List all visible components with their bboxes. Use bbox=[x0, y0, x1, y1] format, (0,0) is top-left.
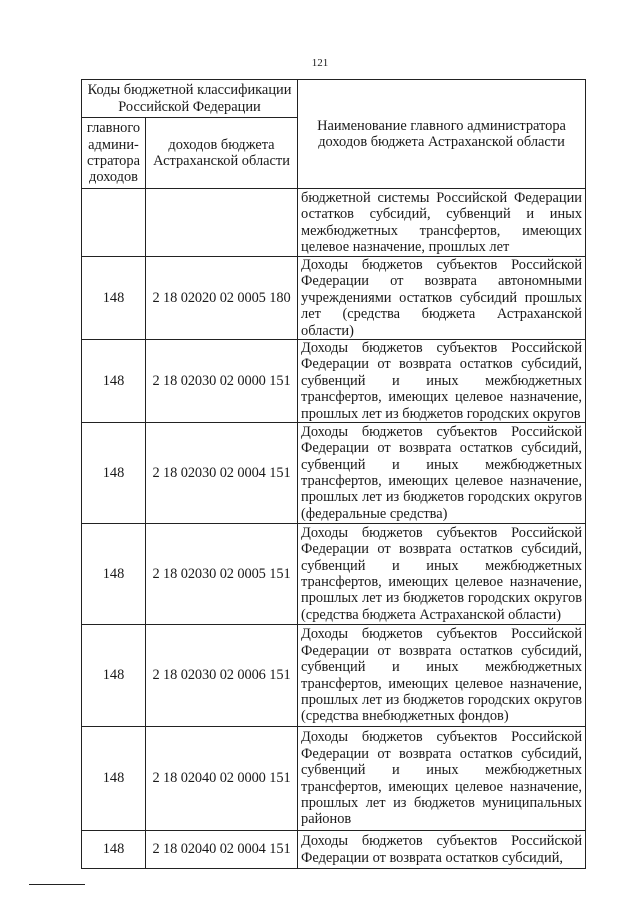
table-row bbox=[82, 423, 586, 524]
row-income-code bbox=[146, 189, 298, 257]
row-income-code: 2 18 02040 02 0000 151 bbox=[146, 727, 298, 831]
row-income-code: 2 18 02030 02 0006 151 bbox=[146, 625, 298, 727]
row-name: Доходы бюджетов субъектов Российской Федерации от возврата остатков субсидий, субвенций и иных межбюджетных трансфертов, имеющих целевое назначение, прошлых лет из бюджетов городских округов bbox=[298, 340, 586, 423]
table-row bbox=[82, 524, 586, 625]
header-admin-code: главного админи-стратора доходов bbox=[82, 118, 146, 189]
table-row bbox=[82, 189, 586, 257]
header-income-code: доходов бюджета Астраханской области bbox=[146, 118, 298, 189]
table-row bbox=[82, 727, 586, 831]
page-number: 121 bbox=[311, 57, 329, 69]
row-income-code: 2 18 02030 02 0005 151 bbox=[146, 524, 298, 625]
row-name: Доходы бюджетов субъектов Российской Федерации от возврата остатков субсидий, субвенций и иных межбюджетных трансфертов, имеющих целевое назначение, прошлых лет из бюджетов городских округов (средства внебюджетных фондов) bbox=[298, 625, 586, 727]
row-admin-code: 148 bbox=[82, 340, 146, 423]
row-admin-code: 148 bbox=[82, 625, 146, 727]
row-income-code: 2 18 02030 02 0004 151 bbox=[146, 423, 298, 524]
row-admin-code: 148 bbox=[82, 524, 146, 625]
budget-classification-table bbox=[81, 79, 586, 869]
row-name: Доходы бюджетов субъектов Российской Федерации от возврата остатков субсидий, субвенций и иных межбюджетных трансфертов, имеющих целевое назначение, прошлых лет из бюджетов городских округов (средства бюджета Астраханской области) bbox=[298, 524, 586, 625]
row-income-code: 2 18 02020 02 0005 180 bbox=[146, 257, 298, 340]
header-codes-group: Коды бюджетной классификации Российской Федерации bbox=[82, 80, 298, 118]
footnote-rule bbox=[29, 884, 85, 885]
table-row bbox=[82, 257, 586, 340]
row-admin-code: 148 bbox=[82, 423, 146, 524]
header-administrator-name: Наименование главного администратора доходов бюджета Астраханской области bbox=[298, 80, 586, 189]
row-admin-code bbox=[82, 189, 146, 257]
row-admin-code: 148 bbox=[82, 727, 146, 831]
table-row bbox=[82, 625, 586, 727]
table-row bbox=[82, 831, 586, 869]
row-income-code: 2 18 02040 02 0004 151 bbox=[146, 831, 298, 869]
row-name: Доходы бюджетов субъектов Российской Федерации от возврата остатков субсидий, субвенций и иных межбюджетных трансфертов, имеющих целевое назначение, прошлых лет из бюджетов городских округов (федеральные средства) bbox=[298, 423, 586, 524]
row-name: Доходы бюджетов субъектов Российской Федерации от возврата остатков субсидий, bbox=[298, 831, 586, 869]
table-header-row-top bbox=[82, 80, 586, 118]
row-name: Доходы бюджетов субъектов Российской Федерации от возврата автономными учреждениями остатков субсидий прошлых лет (средства бюджета Астраханской области) bbox=[298, 257, 586, 340]
row-admin-code: 148 bbox=[82, 257, 146, 340]
table-row bbox=[82, 340, 586, 423]
row-name: бюджетной системы Российской Федерации остатков субсидий, субвенций и иных межбюджетных трансфертов, имеющих целевое назначение, прошлых лет bbox=[298, 189, 586, 257]
row-income-code: 2 18 02030 02 0000 151 bbox=[146, 340, 298, 423]
row-admin-code: 148 bbox=[82, 831, 146, 869]
row-name: Доходы бюджетов субъектов Российской Федерации от возврата остатков субсидий, субвенций и иных межбюджетных трансфертов, имеющих целевое назначение, прошлых лет из бюджетов муниципальных районов bbox=[298, 727, 586, 831]
